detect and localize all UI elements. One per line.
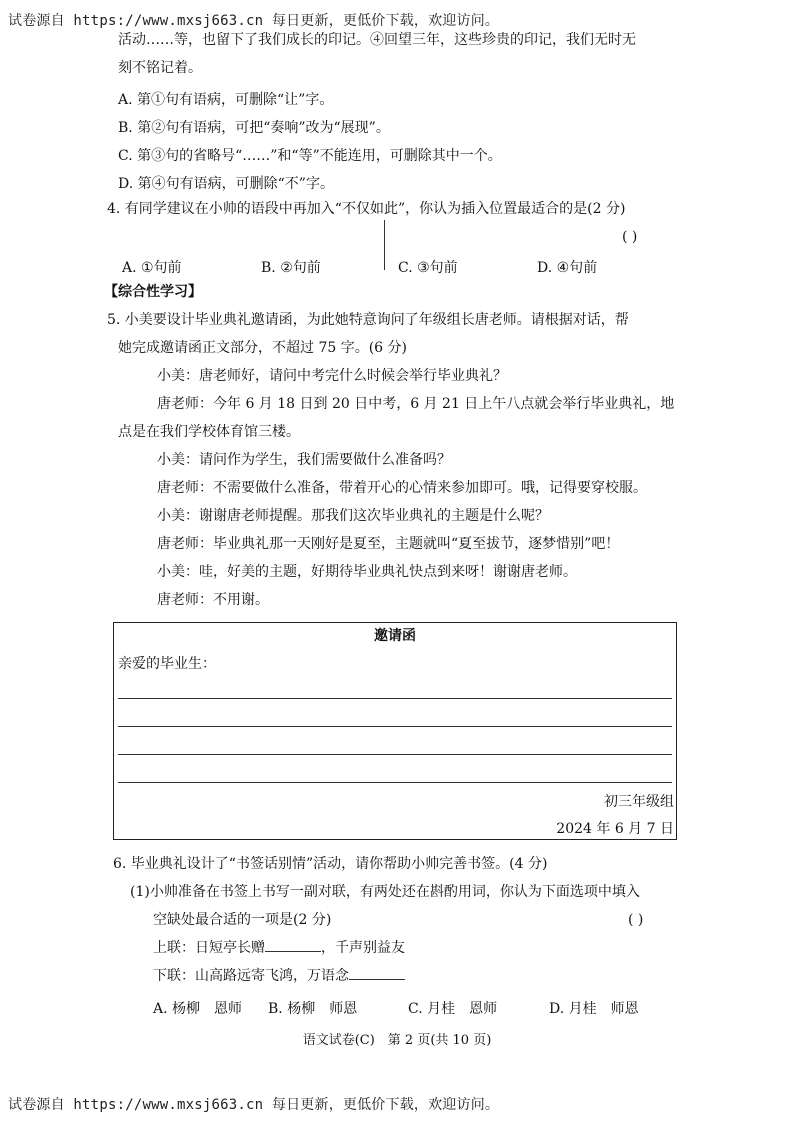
section-title: 【综合性学习】 [104,284,202,300]
dialogue-line: 小美：谢谢唐老师提醒。那我们这次毕业典礼的主题是什么呢？ [157,508,549,524]
dialogue-line: 唐老师：今年 6 月 18 日到 20 日中考，6 月 21 日上午八点就会举行毕业典礼，地 [157,396,675,412]
q4-option-b: B. ②句前 [261,260,321,276]
q4-stem: 4. 有同学建议在小帅的语段中再加入“不仅如此”，你认为插入位置最适合的是(2 分) [107,201,626,217]
dialogue-line: 小美：唐老师好，请问中考完什么时候会举行毕业典礼？ [157,368,507,384]
scan-mark [384,220,385,270]
q4-option-d: D. ④句前 [537,260,598,276]
q6-stem: 6. 毕业典礼设计了“书签话别情”活动，请你帮助小帅完善书签。(4 分) [113,856,548,872]
invitation-salutation: 亲爱的毕业生： [118,656,216,672]
couplet-upper-prefix: 上联：日短亭长赠 [153,940,265,956]
dialogue-line: 唐老师：不用谢。 [157,592,269,608]
q6-answer-paren: ( ) [628,912,644,928]
answer-line[interactable] [118,754,672,755]
q6-option-d: D. 月桂 师恩 [549,1001,639,1017]
q6-option-b: B. 杨柳 师恩 [268,1001,358,1017]
q4-option-c: C. ③句前 [398,260,458,276]
q3-option-c: C. 第③句的省略号“……”和“等”不能连用，可删除其中一个。 [118,148,502,164]
source-footer: 试卷源自 https://www.mxsj663.cn 每日更新，更低价下载，欢迎访问。 [8,1097,500,1113]
q3-option-d: D. 第④句有语病，可删除“不”字。 [118,176,334,192]
invitation-title: 邀请函 [374,628,416,644]
dialogue-line: 小美：请问作为学生，我们需要做什么准备吗？ [157,452,451,468]
couplet-blank-2[interactable] [349,979,405,980]
q6-option-c: C. 月桂 恩师 [408,1001,498,1017]
page-number: 语文试卷(C) 第 2 页(共 10 页) [302,1033,492,1048]
source-header: 试卷源自 https://www.mxsj663.cn 每日更新，更低价下载，欢迎访问。 [8,13,500,29]
invitation-date: 2024 年 6 月 7 日 [556,821,674,837]
q4-option-a: A. ①句前 [122,260,182,276]
couplet-lower [153,969,405,983]
q5-stem-line-1: 5. 小美要设计毕业典礼邀请函，为此她特意询问了年级组长唐老师。请根据对话，帮 [107,312,629,328]
dialogue-line: 点是在我们学校体育馆三楼。 [118,424,300,440]
q6-sub1-line-1: (1)小帅准备在书签上书写一副对联，有两处还在斟酌用词，你认为下面选项中填入 [130,884,640,900]
invitation-box [113,622,677,840]
q4-answer-paren: ( ) [622,229,638,245]
couplet-upper [153,941,405,955]
answer-line[interactable] [118,726,672,727]
answer-line[interactable] [118,782,672,783]
passage-line-2: 刻不铭记着。 [118,60,202,76]
couplet-blank-1[interactable] [265,951,321,952]
couplet-lower-prefix: 下联：山高路远寄飞鸿，万语念 [153,968,349,984]
q5-stem-line-2: 她完成邀请函正文部分，不超过 75 字。(6 分) [118,340,407,356]
q6-option-a: A. 杨柳 恩师 [153,1001,243,1017]
answer-line[interactable] [118,698,672,699]
q3-option-a: A. 第①句有语病，可删除“让”字。 [118,92,334,108]
q6-sub1-line-2: 空缺处最合适的一项是(2 分) [153,912,332,928]
passage-line-1: 活动……等，也留下了我们成长的印记。④回望三年，这些珍贵的印记，我们无时无 [118,32,636,48]
couplet-upper-suffix: ，千声别益友 [321,940,405,956]
invitation-signature: 初三年级组 [604,794,674,810]
dialogue-line: 唐老师：不需要做什么准备，带着开心的心情来参加即可。哦，记得要穿校服。 [157,480,647,496]
dialogue-line: 唐老师：毕业典礼那一天刚好是夏至，主题就叫“夏至拔节，逐梦惜别”吧！ [157,536,620,552]
q3-option-b: B. 第②句有语病，可把“奏响”改为“展现”。 [118,120,390,136]
dialogue-line: 小美：哇，好美的主题，好期待毕业典礼快点到来呀！谢谢唐老师。 [157,564,577,580]
